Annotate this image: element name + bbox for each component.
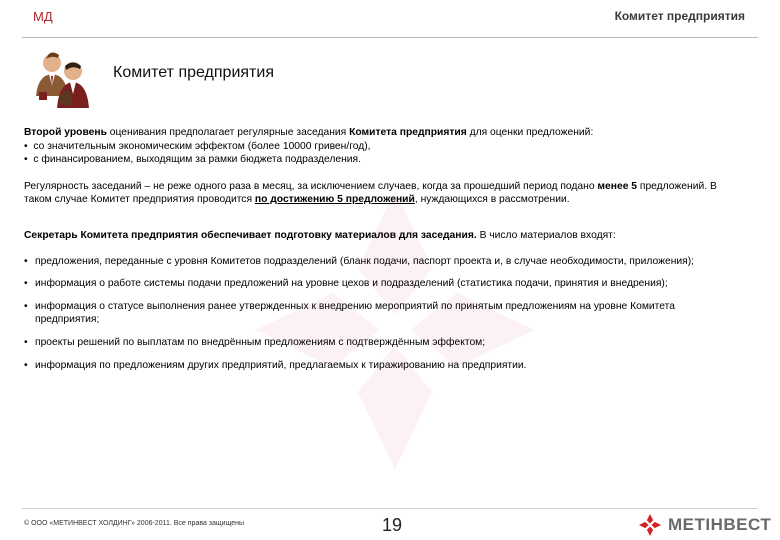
secretary-bold: Секретарь Комитета предприятия обеспечивает подготовку материалов для заседания. — [24, 229, 477, 241]
intro-bold-level: Второй уровень — [24, 127, 107, 138]
materials-list — [24, 255, 740, 373]
intro-bullet-2 — [24, 153, 740, 167]
metinvest-logo — [638, 513, 771, 537]
header-title: Комитет предприятия — [614, 9, 745, 23]
intro-bullet-1-text: со значительным экономическим эффектом (более 10000 гривен/год), — [33, 140, 371, 152]
logo-wordmark: МЕТІНВЕСТ — [668, 515, 772, 534]
regularity-text-2: предложений. В таком случае Комитет предприятия проводится — [24, 180, 717, 206]
intro-bold-committee: Комитета предприятия — [349, 127, 467, 138]
copyright-text: © ООО «МЕТИНВЕСТ ХОЛДИНГ» 2006-2011. Все права защищены — [24, 520, 245, 527]
list-item-text: информация о работе системы подачи предложений на уровне цехов и подразделений (статистика подачи, принятия и внедрения); — [35, 278, 668, 290]
list-item-text: предложения, переданные с уровня Комитетов подразделений (бланк подачи, паспорт проекта и, в случае необходимости, приложения); — [35, 255, 694, 267]
regularity-text-1: Регулярность заседаний – не реже одного раза в месяц, за исключением случаев, когда за прошедший период подано — [24, 180, 598, 192]
list-item — [24, 300, 740, 327]
list-item — [24, 255, 740, 269]
slide-title: Комитет предприятия — [113, 64, 274, 81]
list-item-text: информация по предложениям других предприятий, предлагаемых к тиражированию на предприятии. — [35, 359, 527, 371]
metinvest-logo-icon — [638, 513, 662, 537]
list-item — [24, 336, 740, 350]
intro-paragraph — [24, 126, 740, 140]
intro-text: оценивания предполагает регулярные заседания — [106, 127, 350, 138]
header-section-label: МД — [33, 9, 53, 24]
intro-bullet-1 — [24, 140, 740, 154]
people-icon — [30, 46, 98, 114]
bullet-icon: • — [24, 140, 28, 152]
list-item-text: проекты решений по выплатам по внедрённым предложениям с подтверждённым эффектом; — [35, 336, 486, 348]
bullet-icon: • — [24, 359, 28, 371]
secretary-text: В число материалов входят: — [476, 229, 616, 241]
bullet-icon: • — [24, 278, 28, 290]
intro-text-end: для оценки предложений: — [466, 127, 594, 138]
header-divider — [22, 37, 758, 38]
list-item — [24, 277, 740, 291]
slide-body — [24, 126, 740, 381]
bullet-icon: • — [24, 255, 28, 267]
intro-bullet-2-text: с финансированием, выходящим за рамки бюджета подразделения. — [33, 154, 361, 166]
bullet-icon: • — [24, 336, 28, 348]
footer-divider — [22, 508, 758, 509]
regularity-bold-1: менее 5 — [597, 180, 638, 192]
list-item-text: информация о статусе выполнения ранее утвержденных к внедрению мероприятий по принятым предложениям на уровне Комитета предприятия; — [35, 300, 675, 326]
page-number: 19 — [382, 515, 403, 535]
secretary-paragraph — [24, 229, 740, 243]
bullet-icon: • — [24, 300, 28, 312]
regularity-paragraph — [24, 180, 740, 207]
regularity-text-3: , нуждающихся в рассмотрении. — [414, 194, 570, 206]
regularity-bold-2: по достижению 5 предложений — [254, 194, 415, 206]
list-item — [24, 359, 740, 373]
bullet-icon: • — [24, 154, 28, 166]
